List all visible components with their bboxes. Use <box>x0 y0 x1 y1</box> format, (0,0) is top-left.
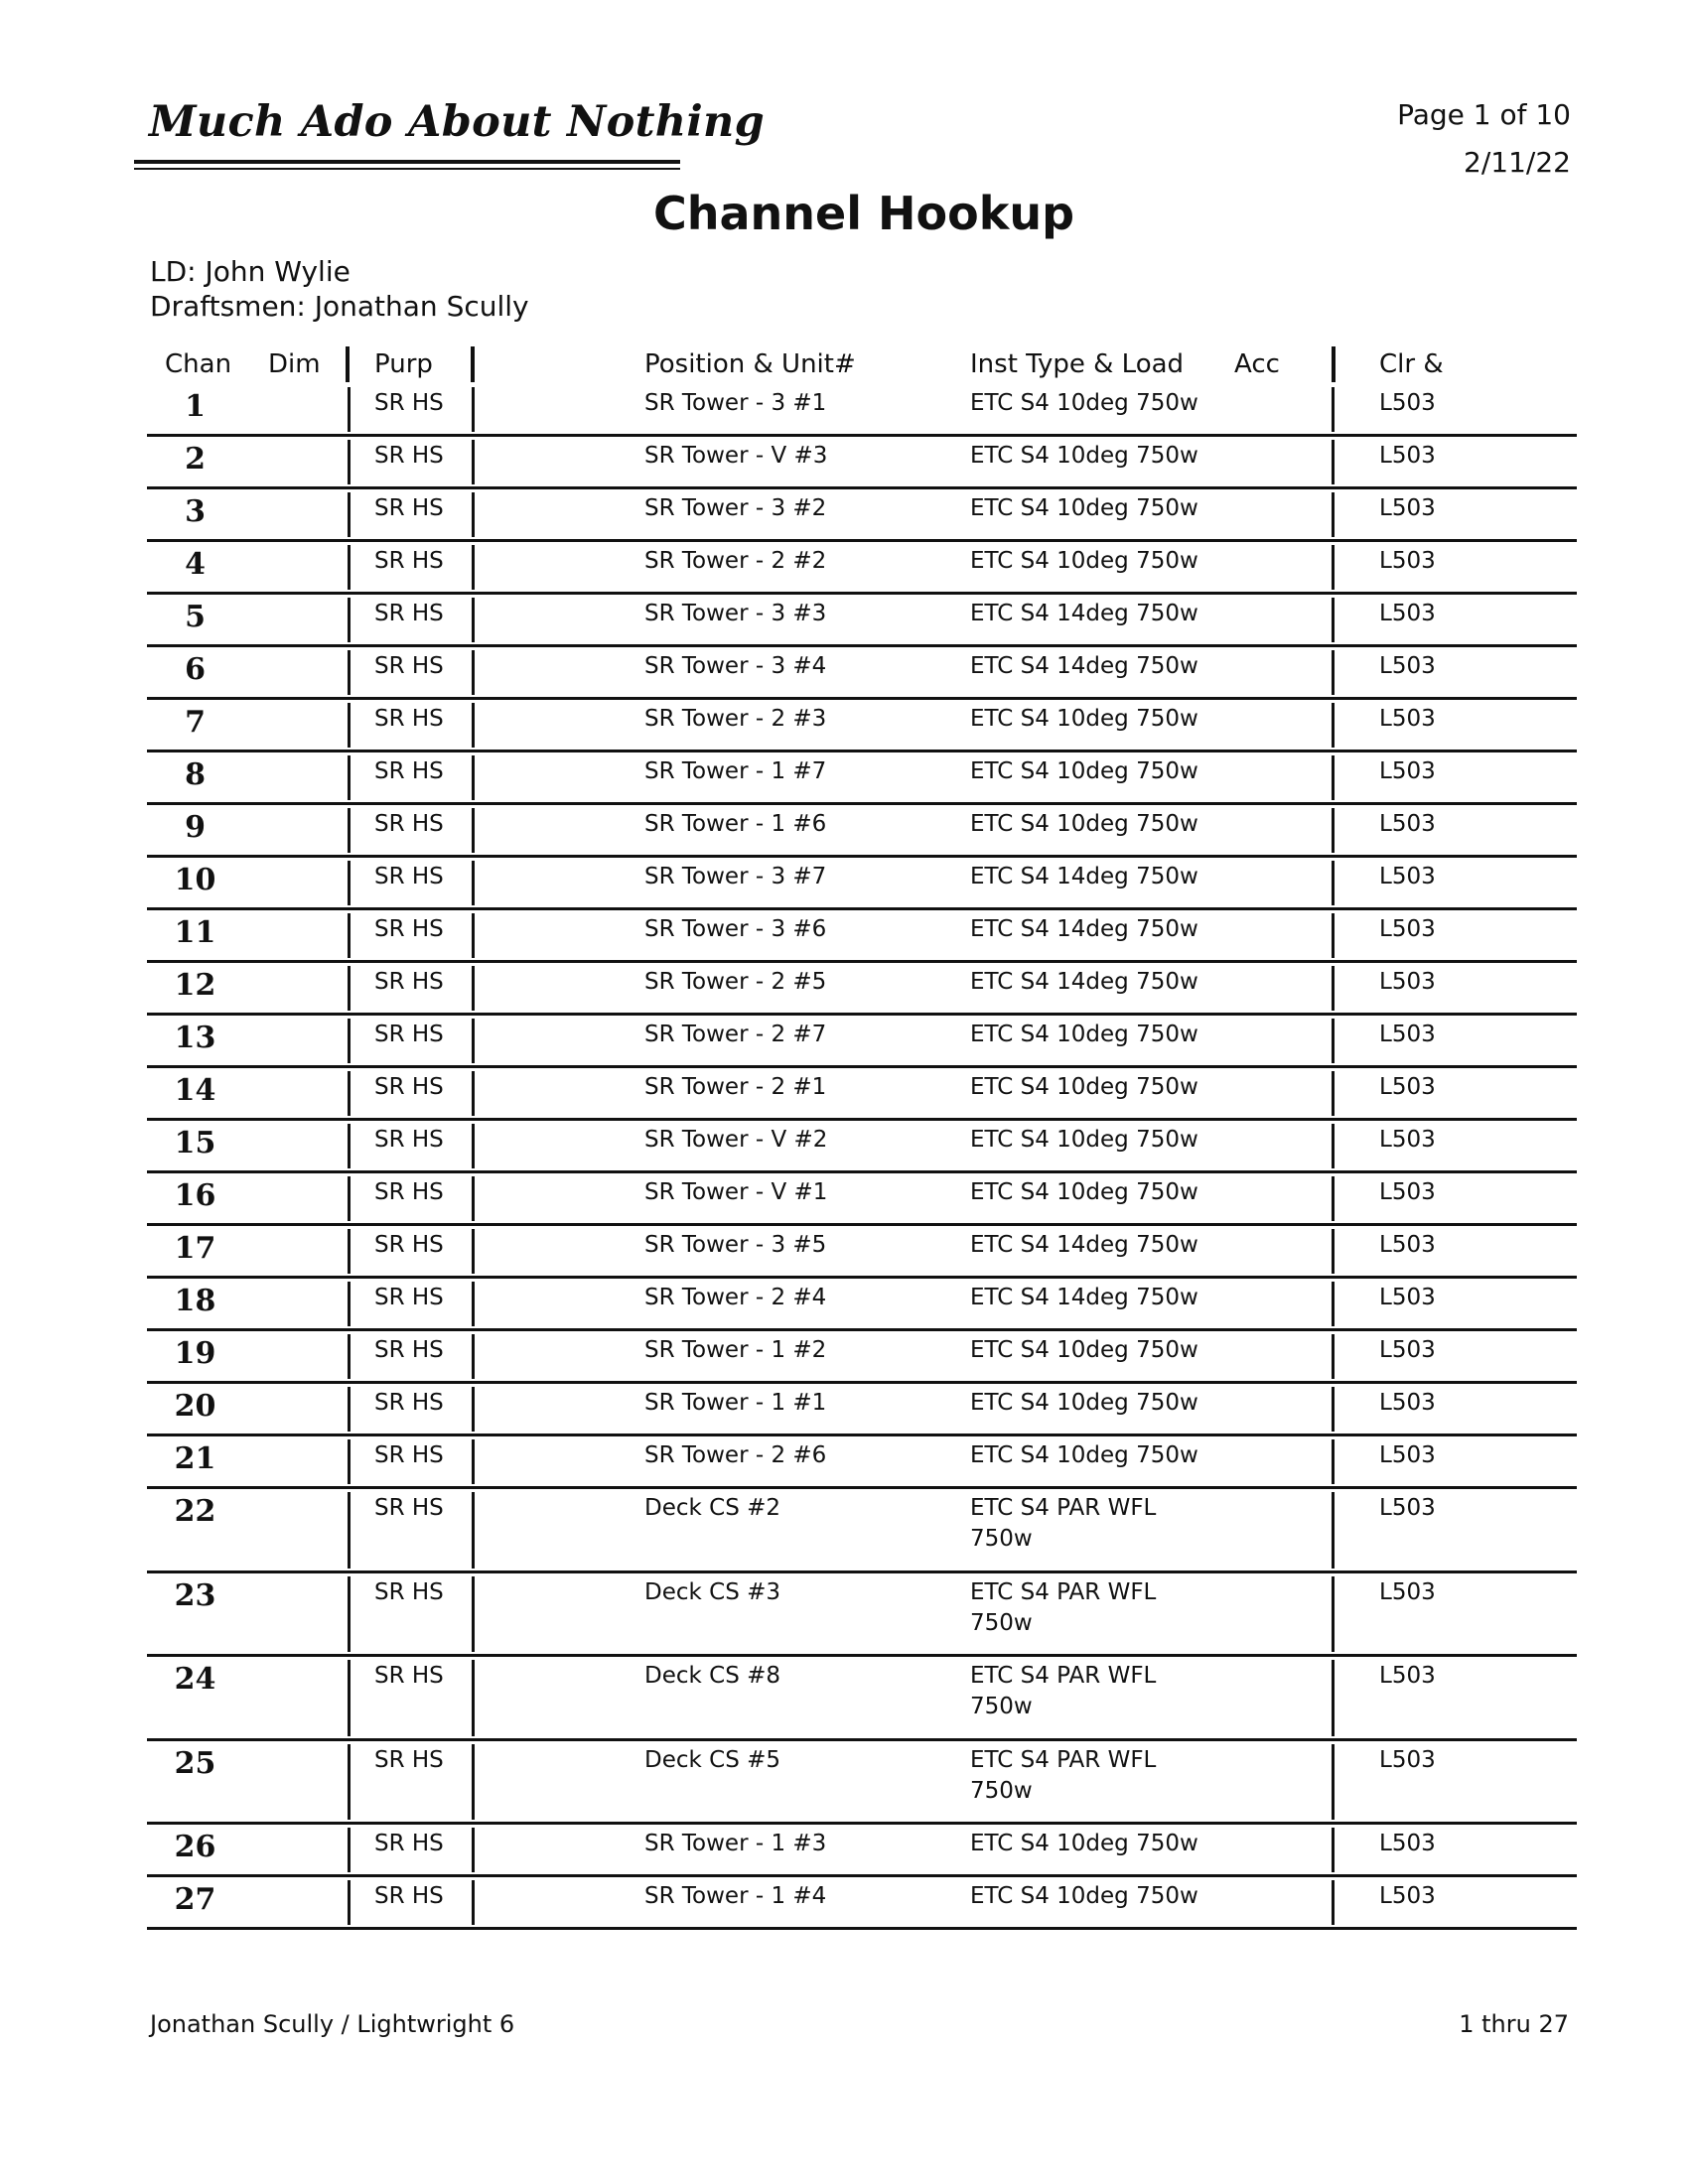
column-divider <box>348 1492 351 1569</box>
title-rule <box>134 160 680 164</box>
column-divider <box>348 966 351 1011</box>
table-row <box>0 1383 1688 1435</box>
position-unit: SR Tower - V #2 <box>644 1127 828 1153</box>
column-divider <box>1332 755 1335 800</box>
column-header-dim: Dim <box>268 349 321 379</box>
table-row <box>0 1488 1688 1572</box>
channel-number: 27 <box>174 1882 216 1917</box>
position-unit: SR Tower - V #3 <box>644 443 828 469</box>
channel-number: 14 <box>174 1073 216 1108</box>
purpose: SR HS <box>374 758 444 784</box>
column-divider <box>1332 1124 1335 1168</box>
column-divider <box>1332 808 1335 853</box>
title-rule <box>134 168 680 170</box>
purpose: SR HS <box>374 1746 444 1773</box>
channel-number: 3 <box>185 494 206 529</box>
column-divider <box>472 861 475 905</box>
instrument-type: ETC S4 10deg 750w <box>970 548 1198 574</box>
column-divider <box>348 913 351 958</box>
instrument-type: ETC S4 10deg 750w <box>970 390 1198 416</box>
column-divider <box>1332 650 1335 695</box>
column-divider <box>1332 1019 1335 1063</box>
purpose: SR HS <box>374 1337 444 1363</box>
channel-number: 10 <box>174 863 216 897</box>
channel-number: 23 <box>174 1577 216 1613</box>
column-divider <box>348 703 351 748</box>
column-divider <box>1332 1229 1335 1274</box>
column-divider <box>1332 966 1335 1011</box>
purpose: SR HS <box>374 811 444 837</box>
draftsman: Draftsmen: Jonathan Scully <box>150 290 529 323</box>
purpose: SR HS <box>374 1663 444 1689</box>
column-divider <box>348 598 351 642</box>
instrument-type: ETC S4 PAR WFL <box>970 1495 1157 1521</box>
column-divider <box>472 1576 475 1653</box>
column-divider <box>472 1019 475 1063</box>
table-row <box>0 1876 1688 1929</box>
lighting-designer: LD: John Wylie <box>150 255 351 288</box>
position-unit: SR Tower - 3 #5 <box>644 1232 827 1258</box>
channel-number: 20 <box>174 1389 216 1424</box>
table-row <box>0 699 1688 751</box>
table-row <box>0 962 1688 1015</box>
column-divider <box>1332 1576 1335 1653</box>
column-divider <box>348 1880 351 1925</box>
column-divider <box>1332 1744 1335 1821</box>
column-divider <box>472 1828 475 1872</box>
column-divider <box>348 1124 351 1168</box>
color: L503 <box>1379 1285 1436 1310</box>
instrument-type: ETC S4 10deg 750w <box>970 1390 1198 1416</box>
show-title: Much Ado About Nothing <box>149 97 765 147</box>
column-divider <box>348 755 351 800</box>
color: L503 <box>1379 1663 1436 1689</box>
instrument-type: ETC S4 10deg 750w <box>970 1179 1198 1205</box>
column-divider <box>1332 1660 1335 1736</box>
print-date: 2/11/22 <box>1464 146 1571 179</box>
channel-number: 26 <box>174 1830 216 1864</box>
column-header-position: Position & Unit# <box>644 349 856 379</box>
column-divider <box>472 650 475 695</box>
purpose: SR HS <box>374 1390 444 1416</box>
table-row <box>0 1656 1688 1740</box>
color: L503 <box>1379 390 1436 416</box>
table-row <box>0 1120 1688 1172</box>
column-divider <box>472 1660 475 1736</box>
color: L503 <box>1379 653 1436 679</box>
column-divider <box>1332 861 1335 905</box>
purpose: SR HS <box>374 1442 444 1468</box>
position-unit: SR Tower - 3 #6 <box>644 916 827 942</box>
column-divider <box>1332 440 1335 484</box>
instrument-type: ETC S4 14deg 750w <box>970 969 1198 995</box>
column-divider <box>348 1576 351 1653</box>
column-divider <box>348 1176 351 1221</box>
purpose: SR HS <box>374 1831 444 1856</box>
color: L503 <box>1379 706 1436 732</box>
channel-number: 22 <box>174 1494 216 1529</box>
purpose: SR HS <box>374 443 444 469</box>
color: L503 <box>1379 758 1436 784</box>
column-divider <box>348 1828 351 1872</box>
table-row <box>0 1824 1688 1876</box>
channel-number: 13 <box>174 1021 216 1055</box>
table-row <box>0 1015 1688 1067</box>
position-unit: SR Tower - 3 #7 <box>644 864 827 889</box>
instrument-type: ETC S4 PAR WFL <box>970 1578 1157 1605</box>
position-unit: SR Tower - 1 #4 <box>644 1883 827 1909</box>
column-divider <box>471 346 475 382</box>
column-divider <box>348 1387 351 1432</box>
position-unit: Deck CS #5 <box>644 1746 781 1773</box>
channel-number: 8 <box>185 757 206 792</box>
table-row <box>0 1067 1688 1120</box>
color: L503 <box>1379 1179 1436 1205</box>
instrument-type: ETC S4 14deg 750w <box>970 653 1198 679</box>
position-unit: Deck CS #8 <box>644 1663 781 1689</box>
color: L503 <box>1379 1022 1436 1047</box>
column-divider <box>348 861 351 905</box>
column-divider <box>1332 913 1335 958</box>
column-divider <box>1332 1071 1335 1116</box>
position-unit: SR Tower - 2 #3 <box>644 706 827 732</box>
color: L503 <box>1379 1390 1436 1416</box>
footer-credit: Jonathan Scully / Lightwright 6 <box>150 2010 515 2038</box>
instrument-type: ETC S4 PAR WFL <box>970 1663 1157 1689</box>
color: L503 <box>1379 969 1436 995</box>
column-divider <box>348 1660 351 1736</box>
column-divider <box>348 1282 351 1326</box>
position-unit: SR Tower - 1 #1 <box>644 1390 827 1416</box>
column-divider <box>472 1880 475 1925</box>
purpose: SR HS <box>374 601 444 626</box>
table-row <box>0 646 1688 699</box>
channel-number: 25 <box>174 1745 216 1781</box>
column-header-inst-type: Inst Type & Load <box>970 349 1185 379</box>
purpose: SR HS <box>374 916 444 942</box>
instrument-type: ETC S4 10deg 750w <box>970 706 1198 732</box>
color: L503 <box>1379 1883 1436 1909</box>
column-divider <box>1332 1387 1335 1432</box>
position-unit: SR Tower - 2 #7 <box>644 1022 827 1047</box>
column-divider <box>472 387 475 432</box>
footer-channel-range: 1 thru 27 <box>1459 2010 1569 2038</box>
column-divider <box>472 1744 475 1821</box>
channel-number: 5 <box>185 600 206 634</box>
column-divider <box>472 440 475 484</box>
instrument-load: 750w <box>970 1526 1033 1552</box>
purpose: SR HS <box>374 1232 444 1258</box>
purpose: SR HS <box>374 653 444 679</box>
column-divider <box>348 808 351 853</box>
purpose: SR HS <box>374 495 444 521</box>
instrument-load: 750w <box>970 1777 1033 1804</box>
column-header-purp: Purp <box>374 349 433 379</box>
purpose: SR HS <box>374 1127 444 1153</box>
table-row <box>0 488 1688 541</box>
column-divider <box>1332 1282 1335 1326</box>
instrument-type: ETC S4 14deg 750w <box>970 1232 1198 1258</box>
column-divider <box>1332 1828 1335 1872</box>
column-header-chan: Chan <box>165 349 232 379</box>
color: L503 <box>1379 1127 1436 1153</box>
color: L503 <box>1379 1337 1436 1363</box>
position-unit: SR Tower - 3 #2 <box>644 495 827 521</box>
instrument-type: ETC S4 10deg 750w <box>970 1127 1198 1153</box>
channel-number: 7 <box>185 705 206 740</box>
table-row <box>0 1435 1688 1488</box>
column-divider <box>348 545 351 590</box>
purpose: SR HS <box>374 1578 444 1605</box>
column-divider <box>472 913 475 958</box>
column-divider <box>348 1229 351 1274</box>
table-row <box>0 909 1688 962</box>
table-row <box>0 383 1688 436</box>
purpose: SR HS <box>374 1495 444 1521</box>
purpose: SR HS <box>374 1179 444 1205</box>
channel-number: 16 <box>174 1178 216 1213</box>
color: L503 <box>1379 548 1436 574</box>
column-divider <box>472 598 475 642</box>
color: L503 <box>1379 1232 1436 1258</box>
position-unit: SR Tower - 1 #2 <box>644 1337 827 1363</box>
column-divider <box>472 1229 475 1274</box>
purpose: SR HS <box>374 1022 444 1047</box>
report-title: Channel Hookup <box>653 187 1074 240</box>
column-divider <box>472 1176 475 1221</box>
column-divider <box>1332 492 1335 537</box>
column-divider <box>348 1744 351 1821</box>
color: L503 <box>1379 1442 1436 1468</box>
purpose: SR HS <box>374 969 444 995</box>
column-divider <box>348 387 351 432</box>
instrument-type: ETC S4 14deg 750w <box>970 601 1198 626</box>
channel-number: 1 <box>185 389 206 424</box>
instrument-type: ETC S4 10deg 750w <box>970 495 1198 521</box>
color: L503 <box>1379 1746 1436 1773</box>
column-divider <box>348 650 351 695</box>
position-unit: SR Tower - 2 #5 <box>644 969 827 995</box>
column-divider <box>472 808 475 853</box>
instrument-type: ETC S4 10deg 750w <box>970 1883 1198 1909</box>
color: L503 <box>1379 601 1436 626</box>
position-unit: SR Tower - 1 #6 <box>644 811 827 837</box>
instrument-type: ETC S4 10deg 750w <box>970 1022 1198 1047</box>
channel-number: 6 <box>185 652 206 687</box>
position-unit: SR Tower - 2 #1 <box>644 1074 827 1100</box>
column-divider <box>472 1334 475 1379</box>
table-row <box>0 1572 1688 1657</box>
table-row <box>0 436 1688 488</box>
column-divider <box>348 1439 351 1484</box>
color: L503 <box>1379 1578 1436 1605</box>
column-divider <box>348 1334 351 1379</box>
row-rule <box>147 1927 1577 1930</box>
color: L503 <box>1379 1074 1436 1100</box>
table-row <box>0 1740 1688 1825</box>
channel-number: 11 <box>174 915 216 950</box>
column-divider <box>348 492 351 537</box>
channel-number: 17 <box>174 1231 216 1266</box>
column-divider <box>472 755 475 800</box>
channel-number: 19 <box>174 1336 216 1371</box>
column-divider <box>1332 703 1335 748</box>
instrument-type: ETC S4 10deg 750w <box>970 443 1198 469</box>
page-number: Page 1 of 10 <box>1397 98 1571 131</box>
purpose: SR HS <box>374 1285 444 1310</box>
color: L503 <box>1379 864 1436 889</box>
purpose: SR HS <box>374 548 444 574</box>
column-divider <box>472 1071 475 1116</box>
position-unit: SR Tower - 2 #4 <box>644 1285 827 1310</box>
color: L503 <box>1379 1831 1436 1856</box>
column-divider <box>1332 1176 1335 1221</box>
instrument-load: 750w <box>970 1694 1033 1719</box>
table-row <box>0 594 1688 646</box>
column-divider <box>472 1439 475 1484</box>
channel-number: 21 <box>174 1441 216 1476</box>
column-divider <box>1332 598 1335 642</box>
instrument-type: ETC S4 PAR WFL <box>970 1746 1157 1773</box>
color: L503 <box>1379 495 1436 521</box>
channel-number: 18 <box>174 1284 216 1318</box>
column-divider <box>472 545 475 590</box>
instrument-type: ETC S4 14deg 750w <box>970 916 1198 942</box>
column-divider <box>472 1492 475 1569</box>
table-row <box>0 1330 1688 1383</box>
instrument-type: ETC S4 14deg 750w <box>970 864 1198 889</box>
table-row <box>0 804 1688 857</box>
channel-number: 12 <box>174 968 216 1003</box>
position-unit: SR Tower - 1 #3 <box>644 1831 827 1856</box>
column-header-color: Clr & <box>1379 349 1444 379</box>
table-row <box>0 1278 1688 1330</box>
instrument-type: ETC S4 10deg 750w <box>970 1074 1198 1100</box>
position-unit: SR Tower - 2 #2 <box>644 548 827 574</box>
channel-number: 24 <box>174 1662 216 1697</box>
position-unit: Deck CS #2 <box>644 1495 781 1521</box>
table-row <box>0 857 1688 909</box>
purpose: SR HS <box>374 706 444 732</box>
instrument-type: ETC S4 10deg 750w <box>970 1442 1198 1468</box>
column-divider <box>472 1124 475 1168</box>
table-row <box>0 751 1688 804</box>
column-divider <box>348 440 351 484</box>
position-unit: SR Tower - V #1 <box>644 1179 828 1205</box>
column-divider <box>472 1282 475 1326</box>
instrument-type: ETC S4 10deg 750w <box>970 1337 1198 1363</box>
column-divider <box>1332 346 1336 382</box>
column-divider <box>348 1071 351 1116</box>
column-divider <box>348 1019 351 1063</box>
column-divider <box>1332 1880 1335 1925</box>
instrument-type: ETC S4 10deg 750w <box>970 758 1198 784</box>
channel-number: 15 <box>174 1126 216 1160</box>
position-unit: SR Tower - 3 #4 <box>644 653 827 679</box>
color: L503 <box>1379 1495 1436 1521</box>
instrument-type: ETC S4 10deg 750w <box>970 1831 1198 1856</box>
table-row <box>0 541 1688 594</box>
table-row <box>0 1225 1688 1278</box>
column-divider <box>472 492 475 537</box>
instrument-type: ETC S4 14deg 750w <box>970 1285 1198 1310</box>
color: L503 <box>1379 443 1436 469</box>
column-divider <box>1332 1492 1335 1569</box>
column-divider <box>1332 545 1335 590</box>
column-divider <box>472 1387 475 1432</box>
color: L503 <box>1379 811 1436 837</box>
column-divider <box>346 346 350 382</box>
purpose: SR HS <box>374 864 444 889</box>
purpose: SR HS <box>374 390 444 416</box>
channel-number: 2 <box>185 442 206 477</box>
color: L503 <box>1379 916 1436 942</box>
column-divider <box>472 703 475 748</box>
instrument-type: ETC S4 10deg 750w <box>970 811 1198 837</box>
position-unit: SR Tower - 3 #1 <box>644 390 827 416</box>
position-unit: SR Tower - 3 #3 <box>644 601 827 626</box>
purpose: SR HS <box>374 1883 444 1909</box>
column-divider <box>472 966 475 1011</box>
position-unit: SR Tower - 2 #6 <box>644 1442 827 1468</box>
column-divider <box>1332 387 1335 432</box>
instrument-load: 750w <box>970 1609 1033 1636</box>
channel-number: 9 <box>185 810 206 845</box>
column-divider <box>1332 1334 1335 1379</box>
table-row <box>0 1172 1688 1225</box>
position-unit: Deck CS #3 <box>644 1578 781 1605</box>
column-divider <box>1332 1439 1335 1484</box>
channel-number: 4 <box>185 547 206 582</box>
purpose: SR HS <box>374 1074 444 1100</box>
column-header-acc: Acc <box>1234 349 1280 379</box>
position-unit: SR Tower - 1 #7 <box>644 758 827 784</box>
